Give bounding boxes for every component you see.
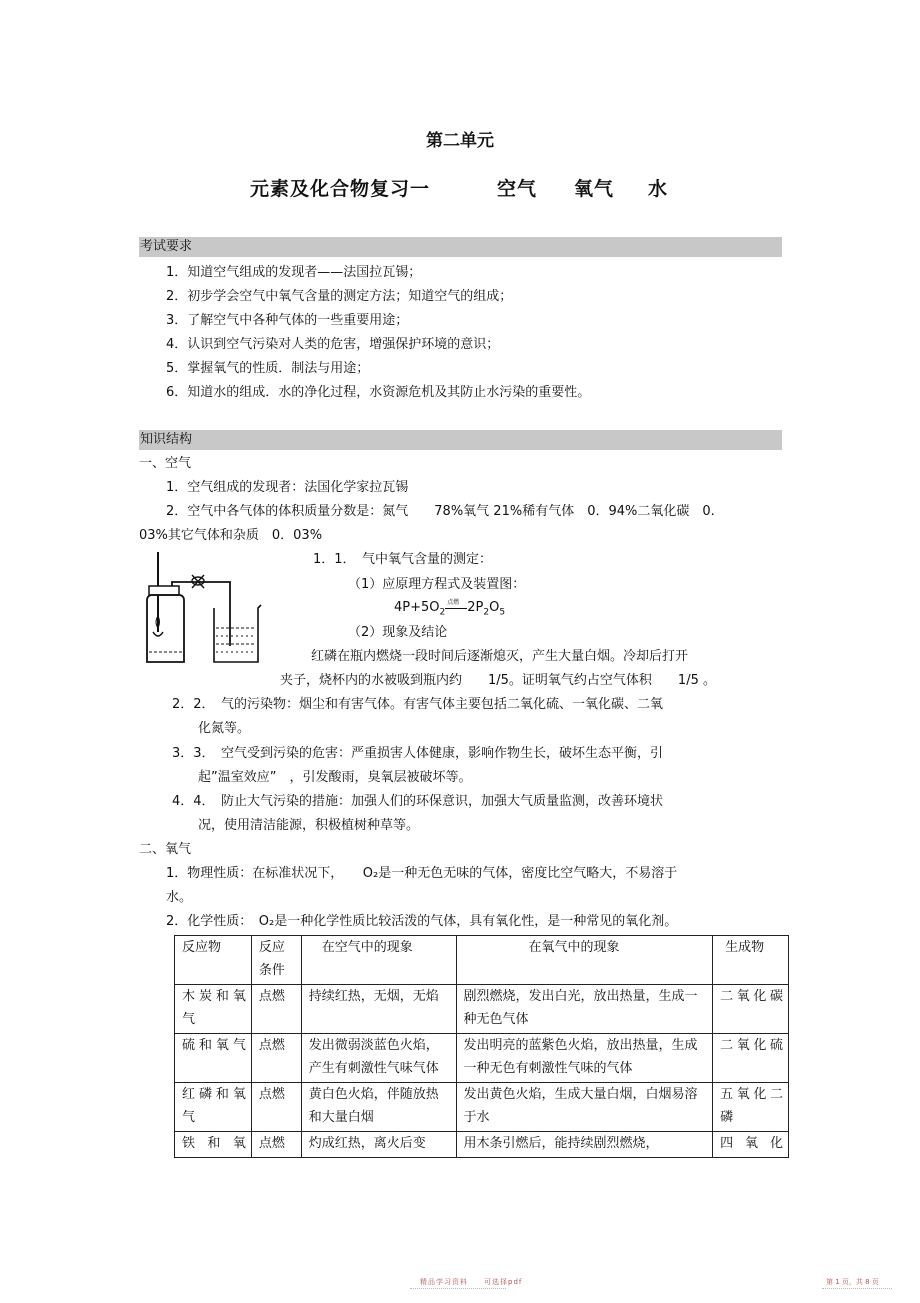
oxygen-physical-line2: 水。 <box>166 890 193 905</box>
phenomenon-line2: 夹子，烧杯内的水被吸到瓶内约 1/5。证明氧气约占空气体积 1/5 。 <box>280 673 716 688</box>
oxygen-reactions-table <box>174 935 789 1158</box>
reaction-equation <box>394 600 505 618</box>
oxygen-heading: 二、氧气 <box>139 842 192 857</box>
air-phenomenon-cell: 发出微弱淡蓝色火焰，产生有刺激性气味气体 <box>301 1034 456 1083</box>
equation-o5-subscript: 5 <box>499 607 506 618</box>
exam-item: 3．了解空气中各种气体的一些重要用途； <box>166 313 409 328</box>
knowledge-structure-header: 知识结构 <box>139 430 782 450</box>
air-phenomenon-cell: 黄白色火焰，伴随放热和大量白烟 <box>301 1083 456 1132</box>
oxygen-phenomenon-cell: 发出明亮的蓝紫色火焰，放出热量，生成一种无色有刺激性气味的气体 <box>456 1034 713 1083</box>
phenomenon-title: （2）现象及结论 <box>348 625 448 640</box>
oxygen-chemical: 2．化学性质： O₂是一种化学性质比较活泼的气体，具有氧化性，是一种常见的氧化剂。 <box>166 914 678 929</box>
air-composition-line1: 2．空气中各气体的体积质量分数是：氮气 78%氧气 21%稀有气体 0．94%二氧化碳 0. <box>166 504 715 519</box>
exam-requirements-header: 考试要求 <box>139 237 782 257</box>
prevention-line1: 4．4． 防止大气污染的措施：加强人们的环保意识，加强大气质量监测，改善环境状 <box>172 794 664 809</box>
air-discoverer: 1．空气组成的发现者：法国化学家拉瓦锡 <box>166 480 409 495</box>
pollutants-line1: 2．2． 气的污染物：烟尘和有害气体。有害气体主要包括二氧化硫、一氧化碳、二氧 <box>172 697 664 712</box>
equation-p2-subscript: 2 <box>483 607 490 618</box>
reactant-cell: 硫和氧气 <box>175 1034 252 1083</box>
table-row <box>175 1132 789 1158</box>
table-row <box>175 1034 789 1083</box>
experiment-apparatus-diagram <box>140 548 262 666</box>
oxygen-phenomenon-cell: 剧烈燃烧，发出白光，放出热量，生成一种无色气体 <box>456 985 713 1034</box>
column-header: 反应条件 <box>251 936 301 985</box>
equation-condition: 点燃 <box>447 598 460 606</box>
combustion-spoon <box>153 632 163 636</box>
product-cell: 二氧化碳 <box>713 985 789 1034</box>
table-header-row <box>175 936 789 985</box>
unit-title: 第二单元 <box>426 131 494 151</box>
footer-watermark: 精品学习资料 可选择pdf <box>420 1278 523 1286</box>
equation-o2-subscript: 2 <box>439 607 446 618</box>
air-heading: 一、空气 <box>139 456 192 471</box>
main-title-part1: 元素及化合物复习一 <box>250 178 431 200</box>
exam-item: 5．掌握氧气的性质．制法与用途； <box>166 361 370 376</box>
column-header: 在氧气中的现象 <box>456 936 713 985</box>
exam-item: 6．知道水的组成．水的净化过程，水资源危机及其防止水污染的重要性。 <box>166 385 591 400</box>
column-header: 在空气中的现象 <box>301 936 456 985</box>
oxygen-phenomenon-cell: 用木条引燃后，能持续剧烈燃烧， <box>456 1132 713 1158</box>
condition-cell: 点燃 <box>251 1132 301 1158</box>
exam-item: 1．知道空气组成的发现者——法国拉瓦锡； <box>166 265 422 280</box>
condition-cell: 点燃 <box>251 1083 301 1132</box>
reactant-cell: 铁和氧 <box>175 1132 252 1158</box>
main-title-oxygen: 氧气 <box>574 178 615 200</box>
phenomenon-line1: 红磷在瓶内燃烧一段时间后逐渐熄灭，产生大量白烟。冷却后打开 <box>311 649 689 664</box>
oxygen-physical-line1: 1．物理性质：在标准状况下， O₂是一种无色无味的气体，密度比空气略大，不易溶于 <box>166 866 678 881</box>
air-composition-line2: 03%其它气体和杂质 0．03% <box>139 528 323 543</box>
principle-title: （1）应原理方程式及装置图： <box>348 577 526 592</box>
beaker <box>214 605 261 662</box>
product-cell: 五氧化二磷 <box>713 1083 789 1132</box>
pollutants-line2: 化氮等。 <box>198 721 251 736</box>
reactant-cell: 木炭和氧气 <box>175 985 252 1034</box>
rubber-stopper <box>149 586 179 595</box>
footer-dotted-rule <box>410 1288 506 1289</box>
exam-item: 4．认识到空气污染对人类的危害，增强保护环境的意识； <box>166 337 500 352</box>
oxygen-phenomenon-cell: 发出黄色火焰，生成大量白烟，白烟易溶于水 <box>456 1083 713 1132</box>
main-title-water: 水 <box>648 178 669 200</box>
column-header: 反应物 <box>175 936 252 985</box>
condition-cell: 点燃 <box>251 1034 301 1083</box>
equation-arrow <box>445 598 467 613</box>
exam-item: 2．初步学会空气中氧气含量的测定方法；知道空气的组成； <box>166 289 513 304</box>
table-row <box>175 985 789 1034</box>
main-title-air: 空气 <box>497 178 538 200</box>
table-row <box>175 1083 789 1132</box>
product-cell: 四氧化 <box>713 1132 789 1158</box>
air-phenomenon-cell: 持续红热，无烟，无焰 <box>301 985 456 1034</box>
footer-dotted-rule <box>822 1288 892 1289</box>
equation-lhs: 4P+5O <box>394 600 440 615</box>
equation-rhs: 2P <box>467 600 484 615</box>
reactant-cell: 红磷和氧气 <box>175 1083 252 1132</box>
oxygen-measure-title: 1．1． 气中氧气含量的测定： <box>313 552 493 567</box>
page-number: 第 1 页，共 8 页 <box>826 1278 879 1286</box>
air-phenomenon-cell: 灼成红热，离火后变 <box>301 1132 456 1158</box>
prevention-line2: 况，使用清洁能源，积极植树种草等。 <box>198 818 420 833</box>
equation-rhs-oxygen: O <box>489 600 500 615</box>
pollution-harm-line1: 3．3． 空气受到污染的危害：严重损害人体健康，影响作物生长，破坏生态平衡，引 <box>172 746 664 761</box>
pollution-harm-line2: 起”温室效应” ，引发酸雨，臭氧层被破坏等。 <box>198 770 472 785</box>
column-header: 生成物 <box>713 936 789 985</box>
condition-cell: 点燃 <box>251 985 301 1034</box>
product-cell: 二氧化硫 <box>713 1034 789 1083</box>
